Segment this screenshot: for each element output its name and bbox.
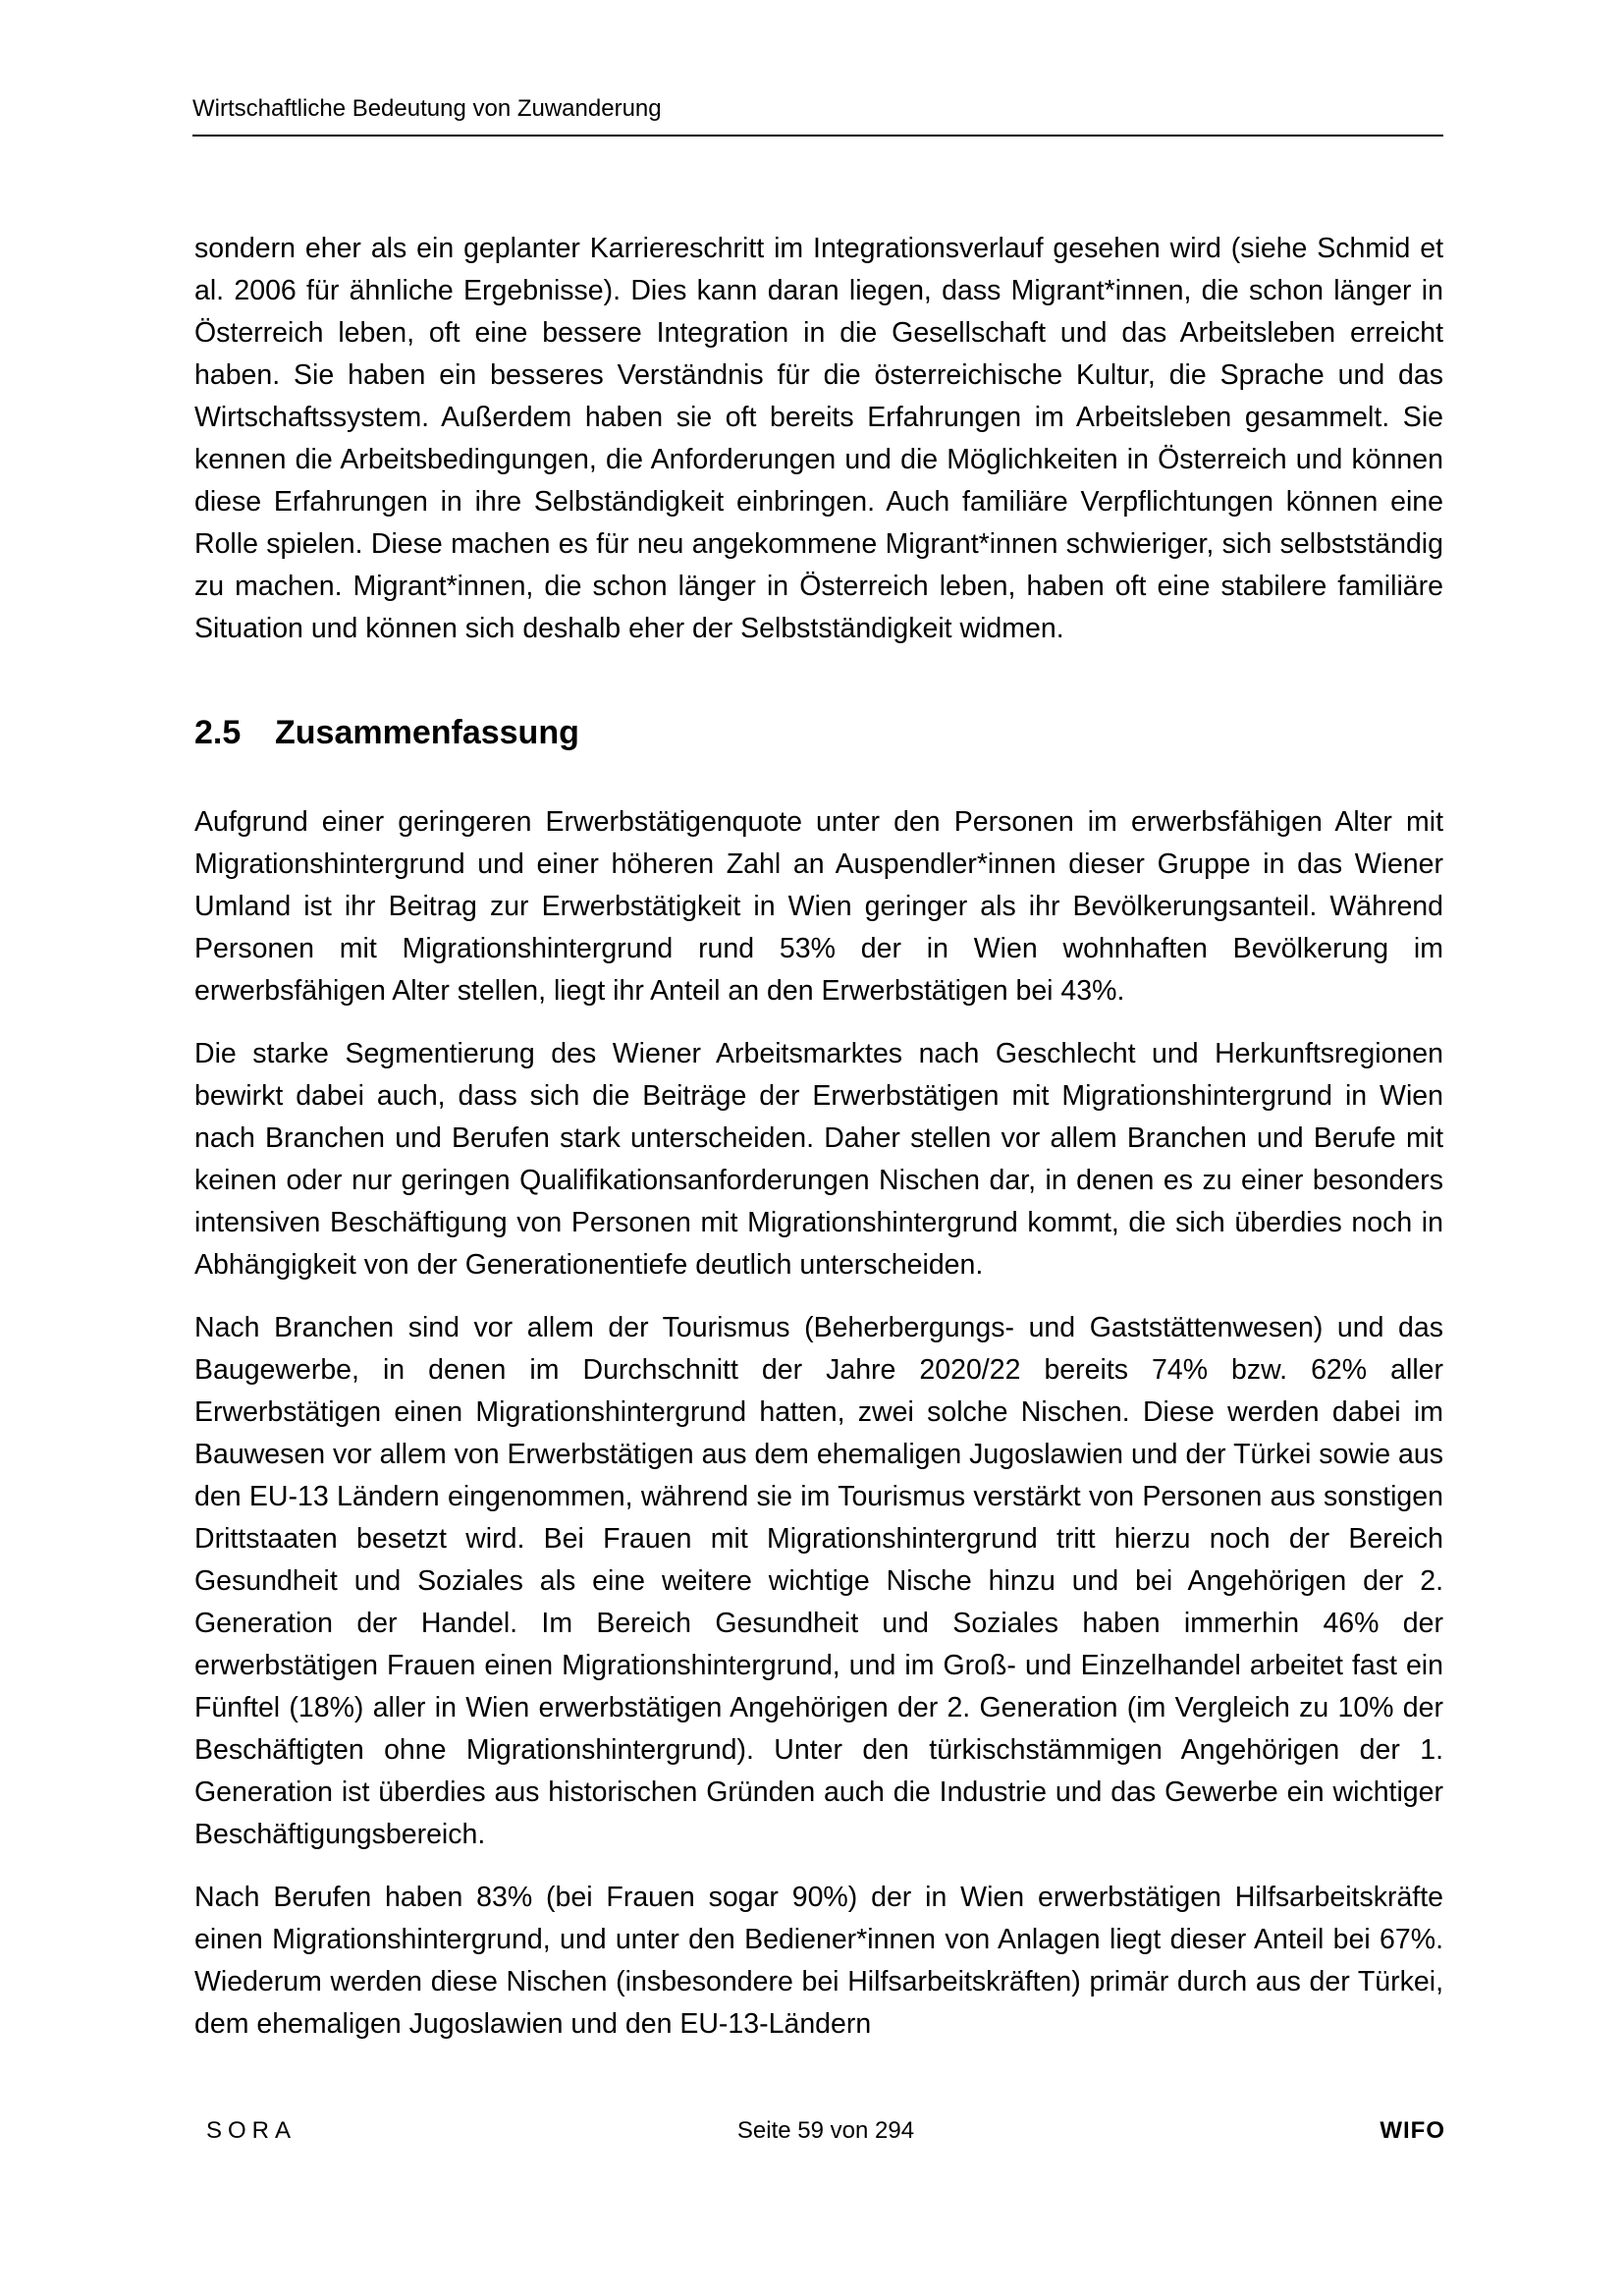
paragraph: Nach Branchen sind vor allem der Tourismus (Beherbergungs- und Gaststättenwesen) und das Baugewerbe, in denen im Durchschnitt der Jahre 2020/22 bereits 74% bzw. 62% aller Erwerbstätigen einen Migrationshintergrund hatten, zwei solche Nischen. Diese werden dabei im Bauwesen vor allem von Erwerbstätigen aus dem ehemaligen Jugoslawien und der Türkei sowie aus den EU-13 Ländern eingenommen, während sie im Tourismus verstärkt von Personen aus sonstigen Drittstaaten besetzt wird. Bei Frauen mit Migrationshintergrund tritt hierzu noch der Bereich Gesundheit und Soziales als eine weitere wichtige Nische hinzu und bei Angehörigen der 2. Generation der Handel. Im Bereich Gesundheit und Soziales haben immerhin 46% der erwerbstätigen Frauen einen Migrationshintergrund, und im Groß- und Einzelhandel arbeitet fast ein Fünftel (18%) aller in Wien erwerbstätigen Angehörigen der 2. Generation (im Vergleich zu 10% der Beschäftigten ohne Migrationshintergrund). Unter den türkischstämmigen Angehörigen der 1. Generation ist überdies aus historischen Gründen auch die Industrie und das Gewerbe ein wichtiger Beschäftigungsbereich. (194, 1312, 1443, 1850)
footer-logo-wifo: WIFO (1380, 2117, 1445, 2144)
section-number: 2.5 (194, 714, 242, 751)
paragraph: Aufgrund einer geringeren Erwerbstätigenquote unter den Personen im erwerbsfähigen Alter mit Migrationshintergrund und einer höheren Zahl an Auspendler*innen dieser Gruppe in das Wiener Umland ist ihr Beitrag zur Erwerbstätigkeit in Wien geringer als ihr Bevölkerungsanteil. Während Personen mit Migrationshintergrund rund 53% der in Wien wohnhaften Bevölkerung im erwerbsfähigen Alter stellen, liegt ihr Anteil an den Erwerbstätigen bei 43%. (194, 806, 1443, 1007)
footer-logo-sora: SORA (206, 2117, 298, 2144)
section-title: Zusammenfassung (275, 714, 579, 751)
running-header: Wirtschaftliche Bedeutung von Zuwanderung (192, 95, 662, 122)
header-rule (192, 135, 1443, 137)
page-content (194, 228, 1443, 2046)
page-number: Seite 59 von 294 (736, 2117, 915, 2144)
paragraph: Die starke Segmentierung des Wiener Arbeitsmarktes nach Geschlecht und Herkunftsregionen bewirkt dabei auch, dass sich die Beiträge der Erwerbstätigen mit Migrationshintergrund in Wien nach Branchen und Berufen stark unterscheiden. Daher stellen vor allem Branchen und Berufe mit keinen oder nur geringen Qualifikationsanforderungen Nischen dar, in denen es zu einer besonders intensiven Beschäftigung von Personen mit Migrationshintergrund kommt, die sich überdies noch in Abhängigkeit von der Generationentiefe deutlich unterscheiden. (194, 1038, 1443, 1281)
paragraph: Nach Berufen haben 83% (bei Frauen sogar 90%) der in Wien erwerbstätigen Hilfsarbeitskräfte einen Migrationshintergrund, und unter den Bediener*innen von Anlagen liegt dieser Anteil bei 67%. Wiederum werden diese Nischen (insbesondere bei Hilfsarbeitskräften) primär durch aus der Türkei, dem ehemaligen Jugoslawien und den EU-13-Ländern (194, 1882, 1443, 2040)
section-heading (194, 711, 1443, 754)
paragraph-intro: sondern eher als ein geplanter Karriereschritt im Integrationsverlauf gesehen wird (siehe Schmid et al. 2006 für ähnliche Ergebnisse). Dies kann daran liegen, dass Migrant*innen, die schon länger in Österreich leben, oft eine bessere Integration in die Gesellschaft und das Arbeitsleben erreicht haben. Sie haben ein besseres Verständnis für die österreichische Kultur, die Sprache und das Wirtschaftssystem. Außerdem haben sie oft bereits Erfahrungen im Arbeitsleben gesammelt. Sie kennen die Arbeitsbedingungen, die Anforderungen und die Möglichkeiten in Österreich und können diese Erfahrungen in ihre Selbständigkeit einbringen. Auch familiäre Verpflichtungen können eine Rolle spielen. Diese machen es für neu angekommene Migrant*innen schwieriger, sich selbstständig zu machen. Migrant*innen, die schon länger in Österreich leben, haben oft eine stabilere familiäre Situation und können sich deshalb eher der Selbstständigkeit widmen. (194, 233, 1443, 644)
page-footer (206, 2116, 1445, 2146)
heading-spacer (194, 754, 1443, 801)
